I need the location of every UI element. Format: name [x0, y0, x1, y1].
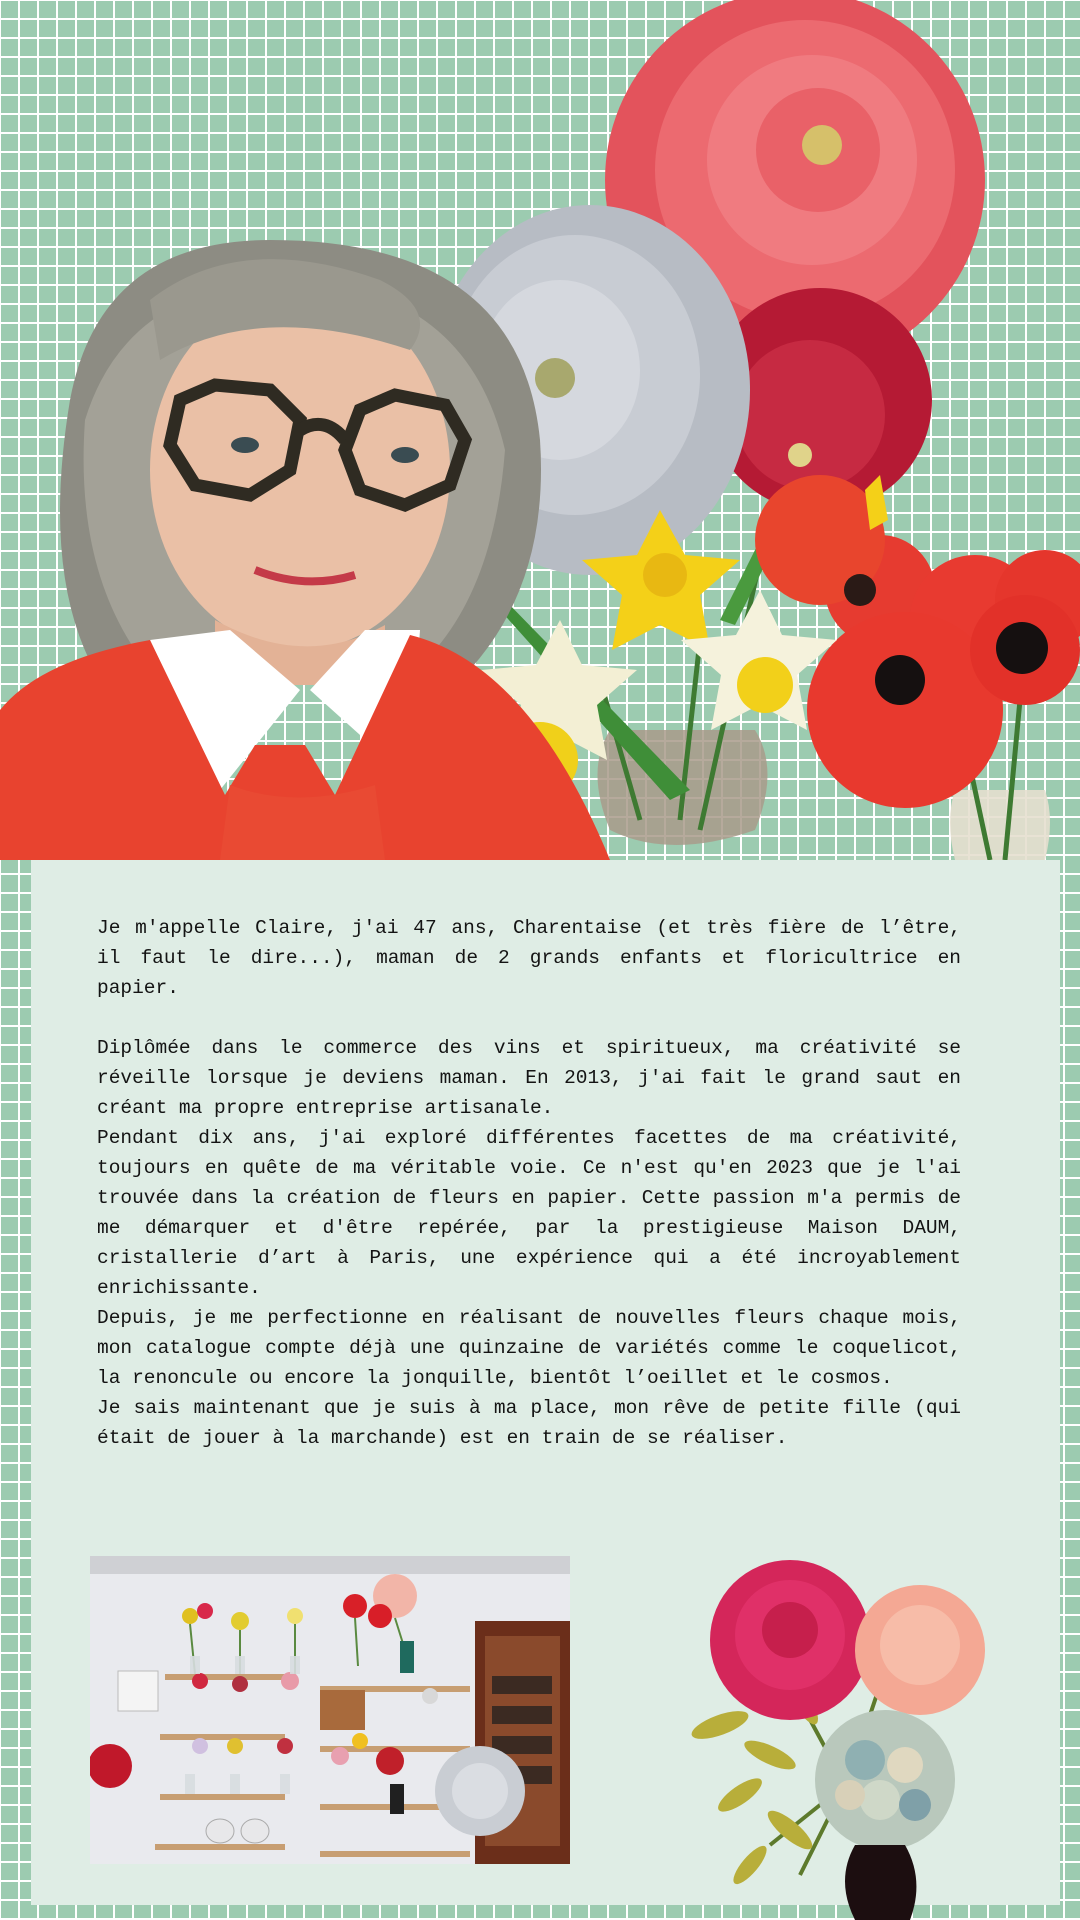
bio-paragraph: Depuis, je me perfectionne en réalisant de nouvelles fleurs chaque mois, mon catalogue compte déjà une quinzaine de variétés comme le coquelicot, la renoncule ou encore la jonquille, bientôt l’oeillet et le cosmos.: [97, 1307, 961, 1389]
bio-paragraph: Pendant dix ans, j'ai exploré différentes facettes de ma créativité, toujours en quête de ma véritable voie. Ce n'est qu'en 2023 que je l'ai trouvée dans la création de fleurs en papier. Cette passion m'a permis de me démarquer et d'être repérée, par la prestigieuse Maison DAUM, cristallerie d’art à Paris, une expérience qui a été incroyablement enrichissante.: [97, 1127, 961, 1299]
paper-hydrangea: [815, 1710, 955, 1850]
pink-dahlia: [710, 1560, 870, 1720]
shop-photo: [90, 1556, 570, 1864]
peach-dahlia: [855, 1585, 985, 1715]
small-vase: [950, 790, 1050, 860]
hero-collage: [0, 0, 1080, 860]
bio-paragraph: Je m'appelle Claire, j'ai 47 ans, Charentaise (et très fière de l’être, il faut le dire...), maman de 2 grands enfants et floricultrice en papier.: [97, 917, 961, 999]
bio-paragraph: Diplômée dans le commerce des vins et spiritueux, ma créativité se réveille lorsque je deviens maman. En 2013, j'ai fait le grand saut en créant ma propre entreprise artisanale.: [97, 1037, 961, 1119]
paper-bouquet: [680, 1545, 1010, 1920]
bio-paragraph: Je sais maintenant que je suis à ma place, mon rêve de petite fille (qui était de jouer à la marchande) est en train de se réaliser.: [97, 1397, 961, 1449]
bio-text: [97, 913, 961, 1453]
